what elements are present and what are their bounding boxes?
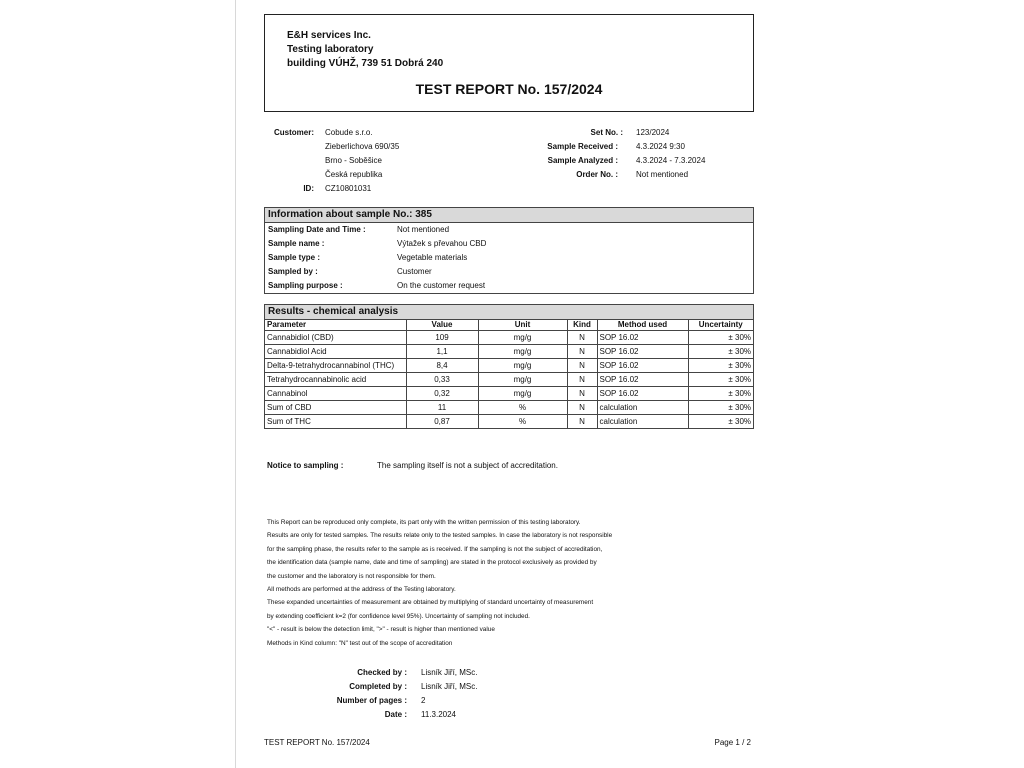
cell-unit: mg/g [478, 345, 567, 359]
cell-method: calculation [597, 401, 688, 415]
number-of-pages-label: Number of pages : [336, 696, 407, 705]
cell-uncertainty: ± 30% [728, 417, 751, 426]
cell-parameter: Cannabidiol Acid [265, 345, 406, 359]
cell-value: 11 [406, 401, 478, 415]
cell-kind: N [567, 401, 597, 415]
table-row [265, 401, 753, 415]
cell-kind: N [567, 373, 597, 387]
cell-method: SOP 16.02 [597, 331, 688, 345]
table-row [265, 387, 753, 401]
note-line: Methods in Kind column: "N" test out of the scope of accreditation [267, 639, 453, 647]
note-line: Results are only for tested samples. The results relate only to the tested samples. In case the laboratory is not responsible [267, 532, 613, 540]
info-row [265, 265, 753, 279]
report-page [235, 0, 781, 768]
checked-by: Lisník Jiří, MSc. [421, 668, 478, 677]
cell-uncertainty: ± 30% [688, 359, 753, 373]
completed-by: Lisník Jiří, MSc. [421, 682, 478, 691]
notice-text: The sampling itself is not a subject of accreditation. [377, 461, 558, 470]
report-title: TEST REPORT No. 157/2024 [415, 81, 603, 97]
sample-received: 4.3.2024 9:30 [636, 142, 685, 151]
results-heading: Results - chemical analysis [265, 305, 753, 320]
info-row [265, 279, 753, 293]
cell-value: 0,32 [406, 387, 478, 401]
note-line: All methods are performed at the address of the Testing laboratory. [267, 586, 456, 594]
sample-info-heading: Information about sample No.: 385 [265, 208, 753, 223]
notice-label: Notice to sampling : [267, 461, 344, 470]
checked-by-label: Checked by : [357, 668, 407, 677]
info-row [265, 223, 753, 237]
cell-method: SOP 16.02 [597, 359, 688, 373]
cell-kind: N [567, 359, 597, 373]
cell-method: SOP 16.02 [597, 345, 688, 359]
cell-parameter: Delta-9-tetrahydrocannabinol (THC) [265, 359, 406, 373]
cell-value: 0,87 [406, 415, 478, 429]
sample-received-label: Sample Received : [547, 142, 618, 151]
company-block [287, 29, 443, 71]
note-line: the identification data (sample name, date and time of sampling) are stated in the protocol exclusively as provided by [267, 559, 597, 567]
cell-value: 109 [406, 331, 478, 345]
info-label: Sampled by : [268, 267, 318, 276]
company-name: E&H services Inc. [287, 30, 371, 41]
footer-report-id: TEST REPORT No. 157/2024 [264, 738, 370, 747]
cell-unit: mg/g [478, 331, 567, 345]
info-row [265, 237, 753, 251]
cell-uncertainty: ± 30% [688, 373, 753, 387]
info-value: Customer [397, 267, 432, 276]
cell-kind: N [567, 415, 597, 429]
customer-name: Cobude s.r.o. [325, 128, 373, 137]
cell-uncertainty: ± 30% [688, 387, 753, 401]
cell-parameter: Cannabinol [265, 387, 406, 401]
cell-parameter: Cannabidiol (CBD) [265, 331, 406, 345]
info-label: Sample name : [268, 239, 325, 248]
set-no: 123/2024 [636, 128, 670, 137]
cell-uncertainty: ± 30% [688, 345, 753, 359]
col-value: Value [406, 320, 478, 331]
table-row [265, 331, 753, 345]
info-value: Vegetable materials [397, 253, 468, 262]
info-value: On the customer request [397, 281, 486, 290]
cell-uncertainty: ± 30% [688, 331, 753, 345]
cell-uncertainty: ± 30% [688, 401, 753, 415]
sample-analyzed-label: Sample Analyzed : [547, 156, 618, 165]
set-no-label: Set No. : [590, 128, 623, 137]
note-line: "<" - result is below the detection limit, ">" - result is higher than mentioned value [267, 626, 495, 634]
cell-unit: % [478, 401, 567, 415]
col-uncertainty: Uncertainty [688, 320, 753, 331]
note-line: the customer and the laboratory is not responsible for them. [267, 572, 436, 580]
report-notes [267, 516, 747, 650]
sample-info-section [264, 207, 754, 294]
number-of-pages: 2 [421, 696, 426, 705]
customer-id-label: ID: [303, 184, 314, 193]
cell-parameter: Sum of THC [265, 415, 406, 429]
info-value: Not mentioned [397, 225, 450, 234]
note-line: This Report can be reproduced only complete, its part only with the written permission of this testing laboratory. [267, 519, 581, 526]
info-label: Sampling purpose : [268, 281, 343, 290]
cell-parameter: Sum of CBD [265, 401, 406, 415]
customer-city: Brno - Soběšice [325, 156, 382, 165]
customer-street: Zieberlichova 690/35 [325, 142, 400, 151]
note-line: for the sampling phase, the results refer to the sample as is received. If the sampling is not the subject of accreditation, [267, 545, 603, 553]
completed-by-label: Completed by : [349, 682, 407, 691]
cell-unit: % [478, 415, 567, 429]
cell-unit: mg/g [478, 387, 567, 401]
cell-kind: N [567, 331, 597, 345]
info-label: Sample type : [268, 253, 321, 262]
cell-value: 8,4 [406, 359, 478, 373]
info-value: Výtažek s převahou CBD [397, 239, 487, 248]
company-address: building VÚHŽ, 739 51 Dobrá 240 [287, 58, 444, 69]
order-no: Not mentioned [636, 170, 689, 179]
customer-country: Česká republika [325, 170, 383, 179]
col-kind: Kind [567, 320, 597, 331]
info-row [265, 251, 753, 265]
table-row [265, 345, 753, 359]
cell-unit: mg/g [478, 373, 567, 387]
cell-value: 0,33 [406, 373, 478, 387]
table-row [265, 359, 753, 373]
customer-id: CZ10801031 [325, 184, 372, 193]
cell-method: SOP 16.02 [597, 373, 688, 387]
cell-method: SOP 16.02 [597, 387, 688, 401]
results-table [265, 320, 753, 428]
col-method: Method used [597, 320, 688, 331]
cell-unit: mg/g [478, 359, 567, 373]
report-header [264, 14, 754, 112]
cell-kind: N [567, 387, 597, 401]
cell-kind: N [567, 345, 597, 359]
table-row [265, 415, 753, 429]
note-line: These expanded uncertainties of measurement are obtained by multiplying of standard uncertainty of measurement [267, 599, 594, 607]
footer-page-number: Page 1 / 2 [714, 738, 751, 747]
cell-method: calculation [597, 415, 688, 429]
info-label: Sampling Date and Time : [268, 225, 366, 234]
results-header-row [265, 320, 753, 331]
results-section [264, 304, 754, 429]
col-unit: Unit [478, 320, 567, 331]
cell-value: 1,1 [406, 345, 478, 359]
table-row [265, 373, 753, 387]
order-no-label: Order No. : [576, 170, 618, 179]
sample-analyzed: 4.3.2024 - 7.3.2024 [636, 156, 706, 165]
date-label: Date : [384, 710, 407, 719]
customer-label: Customer: [273, 128, 314, 137]
company-division: Testing laboratory [287, 44, 374, 55]
note-line: by extending coefficient k=2 (for confidence level 95%). Uncertainty of sampling not included. [267, 612, 530, 620]
col-parameter: Parameter [265, 320, 406, 331]
cell-parameter: Tetrahydrocannabinolic acid [265, 373, 406, 387]
report-date: 11.3.2024 [421, 710, 456, 719]
